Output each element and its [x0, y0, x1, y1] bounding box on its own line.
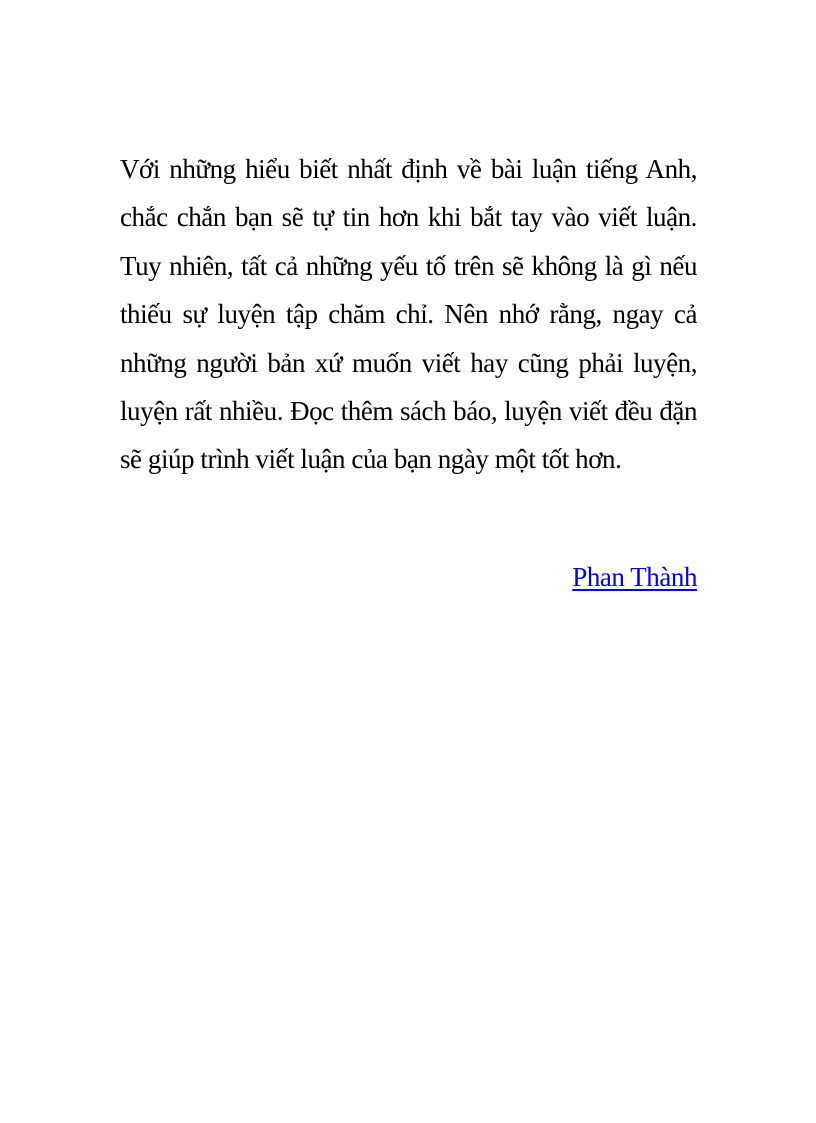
author-link[interactable]: Phan Thành: [572, 562, 697, 592]
body-paragraph: Với những hiểu biết nhất định về bài luận tiếng Anh, chắc chắn bạn sẽ tự tin hơn khi bắt tay vào viết luận. Tuy nhiên, tất cả những yếu tố trên sẽ không là gì nếu thiếu sự luyện tập chăm chỉ. Nên nhớ rằng, ngay cả những người bản xứ muốn viết hay cũng phải luyện, luyện rất nhiều. Đọc thêm sách báo, luyện viết đều đặn sẽ giúp trình viết luận của bạn ngày một tốt hơn.: [120, 154, 697, 475]
author-line: [120, 553, 697, 601]
